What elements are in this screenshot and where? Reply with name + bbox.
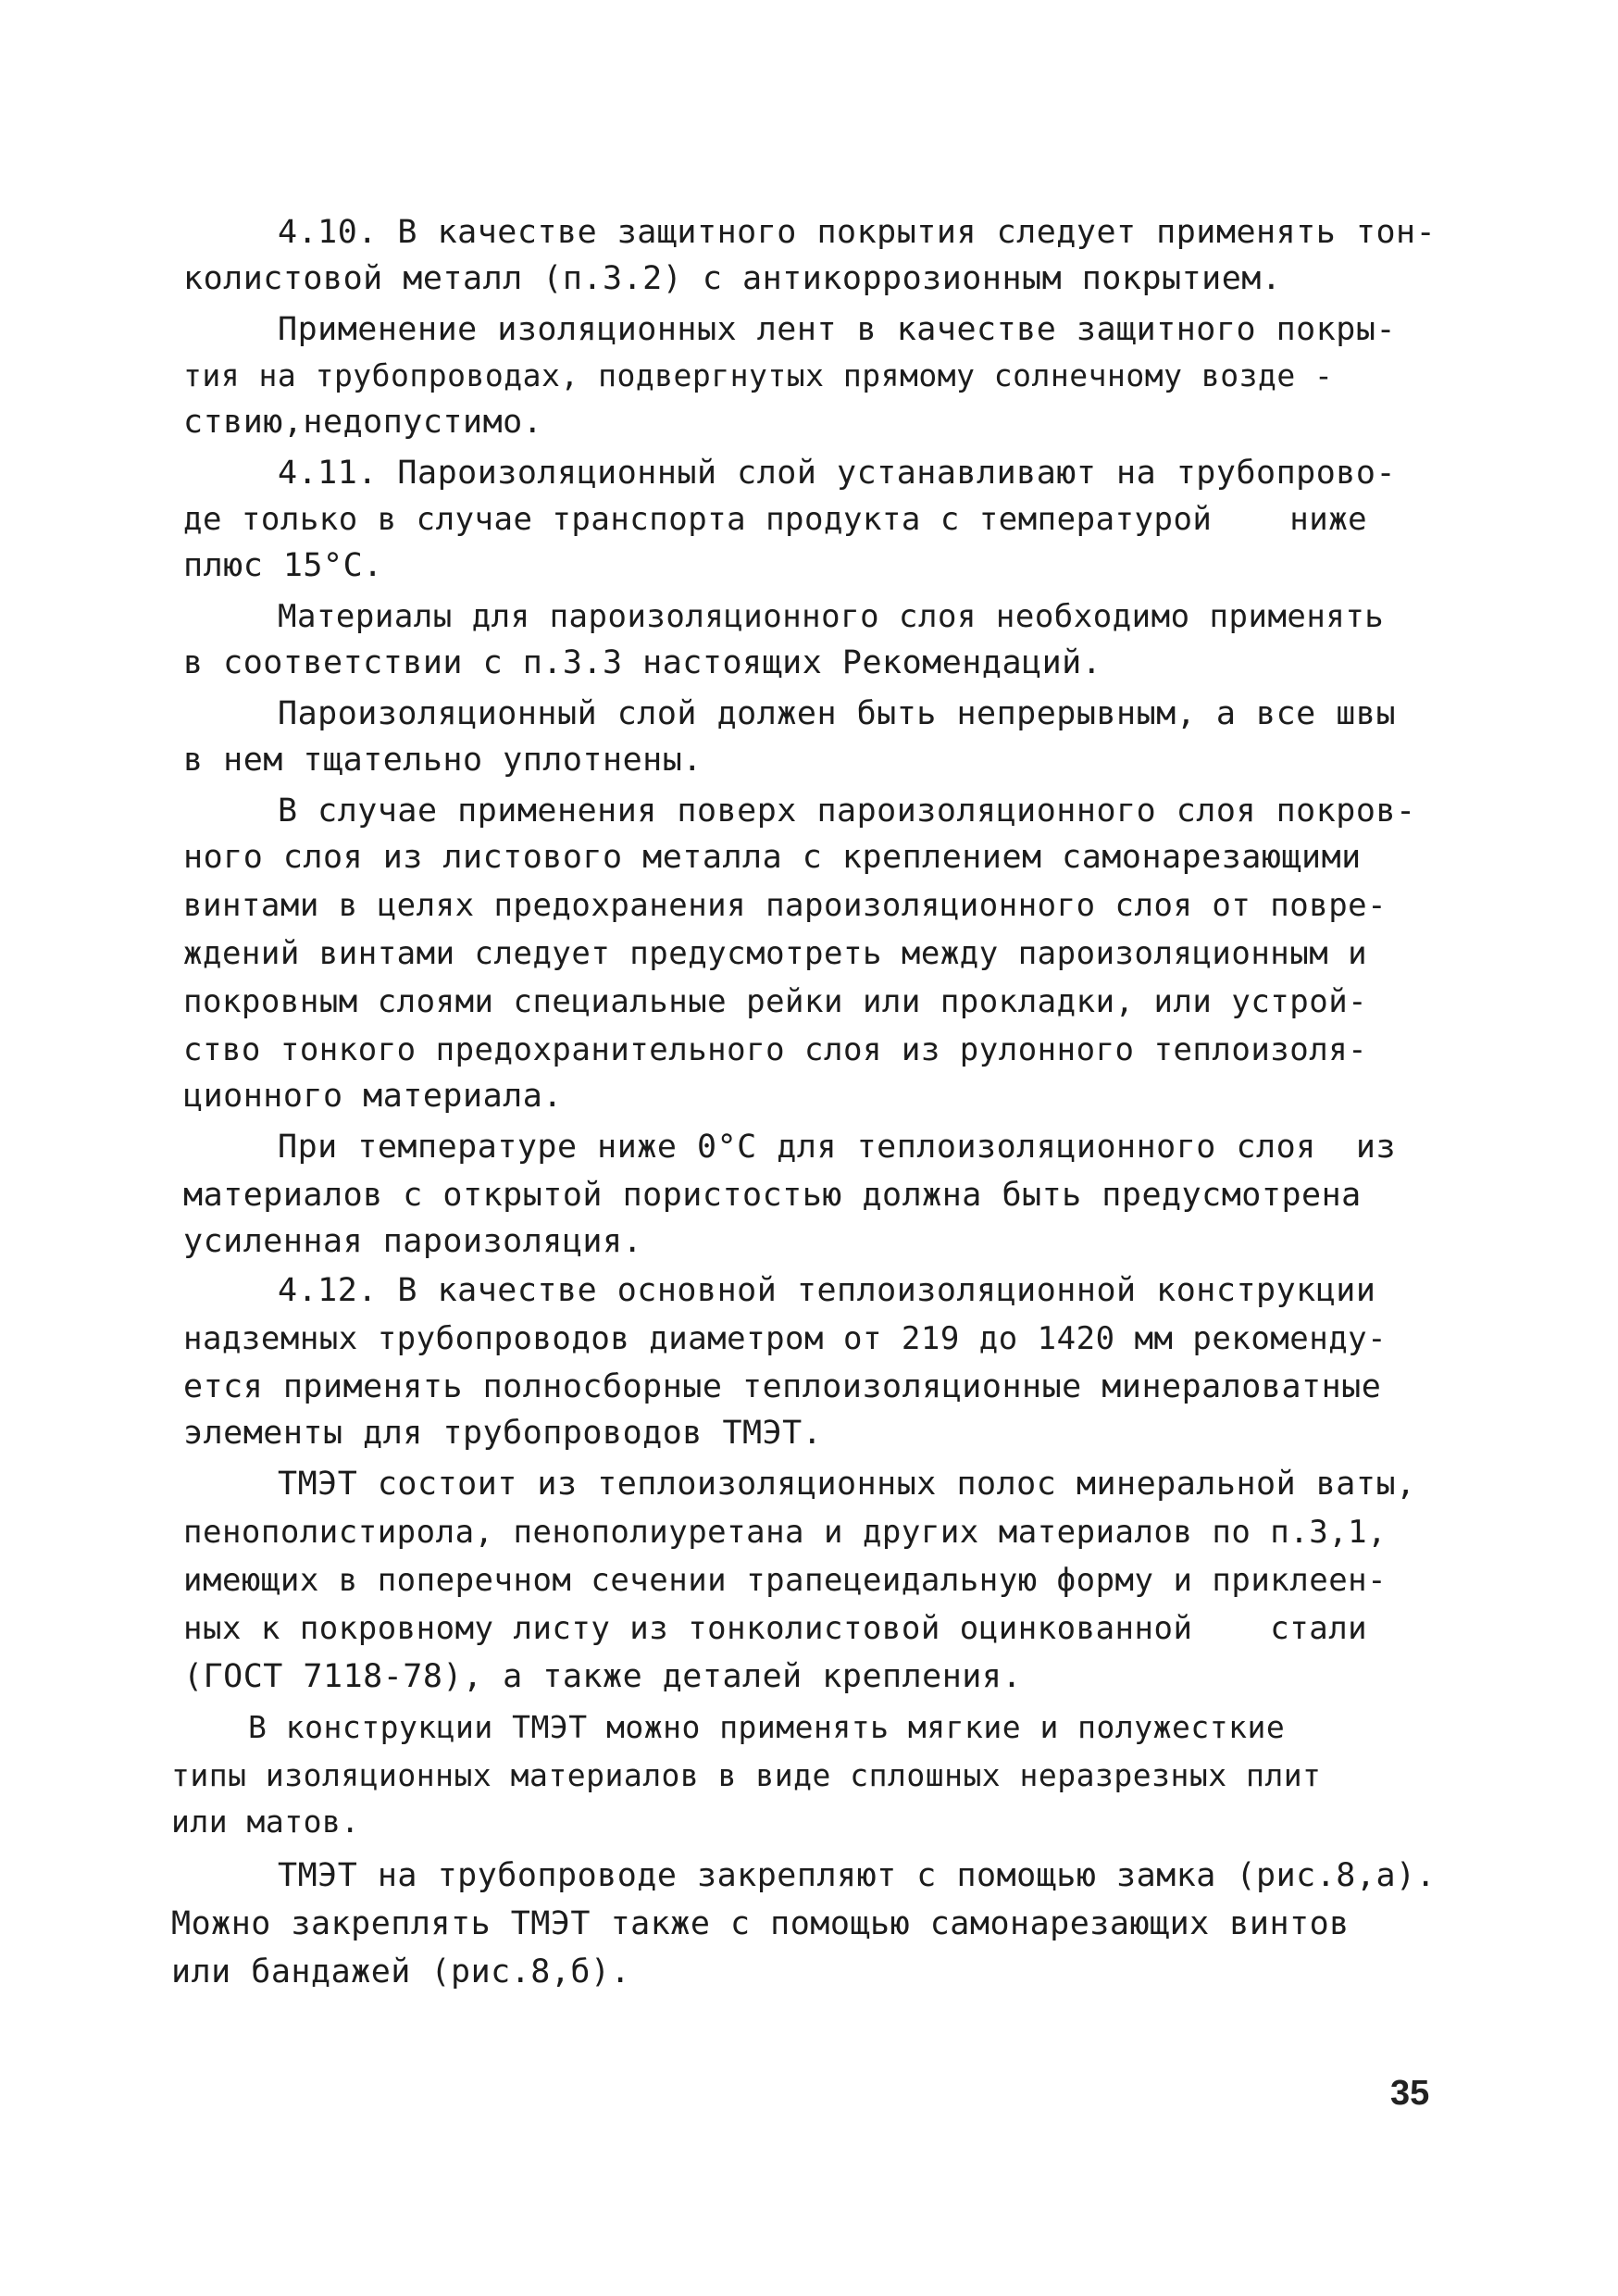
text-line-26: элементы для трубопроводов ТМЭТ. bbox=[183, 1415, 823, 1452]
text-line-19: ционного материала. bbox=[183, 1078, 563, 1115]
text-line-23: 4.12. В качестве основной теплоизоляционной конструкции bbox=[278, 1272, 1376, 1309]
text-line-32: В конструкции ТМЭТ можно применять мягкие и полужесткие bbox=[248, 1709, 1286, 1745]
text-line-15: винтами в целях предохранения пароизоляционного слоя от повре- bbox=[183, 887, 1388, 924]
text-line-13: В случае применения поверх пароизоляционного слоя покров- bbox=[278, 792, 1416, 830]
text-line-33: типы изоляционных материалов в виде сплошных неразрезных плит bbox=[171, 1757, 1322, 1793]
text-line-30: ных к покровному листу из тонколистовой оцинкованной стали bbox=[183, 1610, 1368, 1647]
text-line-14: ного слоя из листового металла с креплением самонарезающими bbox=[183, 839, 1362, 876]
text-line-22: усиленная пароизоляция. bbox=[183, 1223, 643, 1260]
text-line-29: имеющих в поперечном сечении трапецеидальную форму и приклеен- bbox=[183, 1562, 1388, 1599]
text-line-7: де только в случае транспорта продукта с температурой ниже bbox=[183, 501, 1368, 538]
text-line-24: надземных трубопроводов диаметром от 219 до 1420 мм рекоменду- bbox=[183, 1320, 1388, 1357]
text-line-28: пенополистирола, пенополиуретана и других материалов по п.3,1, bbox=[183, 1514, 1388, 1551]
text-line-25: ется применять полносборные теплоизоляционные минераловатные bbox=[183, 1368, 1382, 1405]
text-line-1: 4.10. В качестве защитного покрытия следует применять тон- bbox=[278, 214, 1437, 251]
text-line-36: Можно закреплять ТМЭТ также с помощью самонарезающих винтов bbox=[171, 1905, 1350, 1942]
text-line-10: в соответствии с п.3.3 настоящих Рекомендаций. bbox=[183, 644, 1102, 681]
text-line-3: Применение изоляционных лент в качестве защитного покры- bbox=[278, 311, 1397, 348]
text-line-17: покровным слоями специальные рейки или прокладки, или устрой- bbox=[183, 983, 1368, 1020]
text-line-4: тия на трубопроводах, подвергнутых прямому солнечному возде - bbox=[183, 357, 1334, 393]
text-line-9: Материалы для пароизоляционного слоя необходимо применять bbox=[278, 598, 1385, 635]
text-line-12: в нем тщательно уплотнены. bbox=[183, 742, 703, 779]
text-line-35: ТМЭТ на трубопроводе закрепляют с помощью замка (рис.8,а). bbox=[278, 1857, 1437, 1894]
text-line-20: При температуре ниже 0°С для теплоизоляционного слоя из bbox=[278, 1129, 1397, 1166]
text-line-21: материалов с открытой пористостью должна быть предусмотрена bbox=[183, 1177, 1362, 1214]
text-line-37: или бандажей (рис.8,б). bbox=[171, 1953, 631, 1990]
text-line-34: или матов. bbox=[171, 1803, 360, 1840]
text-line-16: ждений винтами следует предусмотреть между пароизоляционным и bbox=[183, 935, 1368, 972]
page-number: 35 bbox=[1390, 2074, 1430, 2113]
text-line-5: ствию,недопустимо. bbox=[183, 404, 543, 441]
text-line-2: колистовой металл (п.3.2) с антикоррозионным покрытием. bbox=[183, 260, 1282, 297]
text-line-8: плюс 15°С. bbox=[183, 547, 383, 584]
text-line-27: ТМЭТ состоит из теплоизоляционных полос минеральной ваты, bbox=[278, 1466, 1416, 1503]
text-line-18: ство тонкого предохранительного слоя из рулонного теплоизоля- bbox=[183, 1031, 1368, 1068]
text-line-6: 4.11. Пароизоляционный слой устанавливают на трубопрово- bbox=[278, 455, 1397, 492]
text-line-31: (ГОСТ 7118-78), а также деталей крепления. bbox=[183, 1658, 1023, 1695]
text-line-11: Пароизоляционный слой должен быть непрерывным, а все швы bbox=[278, 695, 1397, 732]
